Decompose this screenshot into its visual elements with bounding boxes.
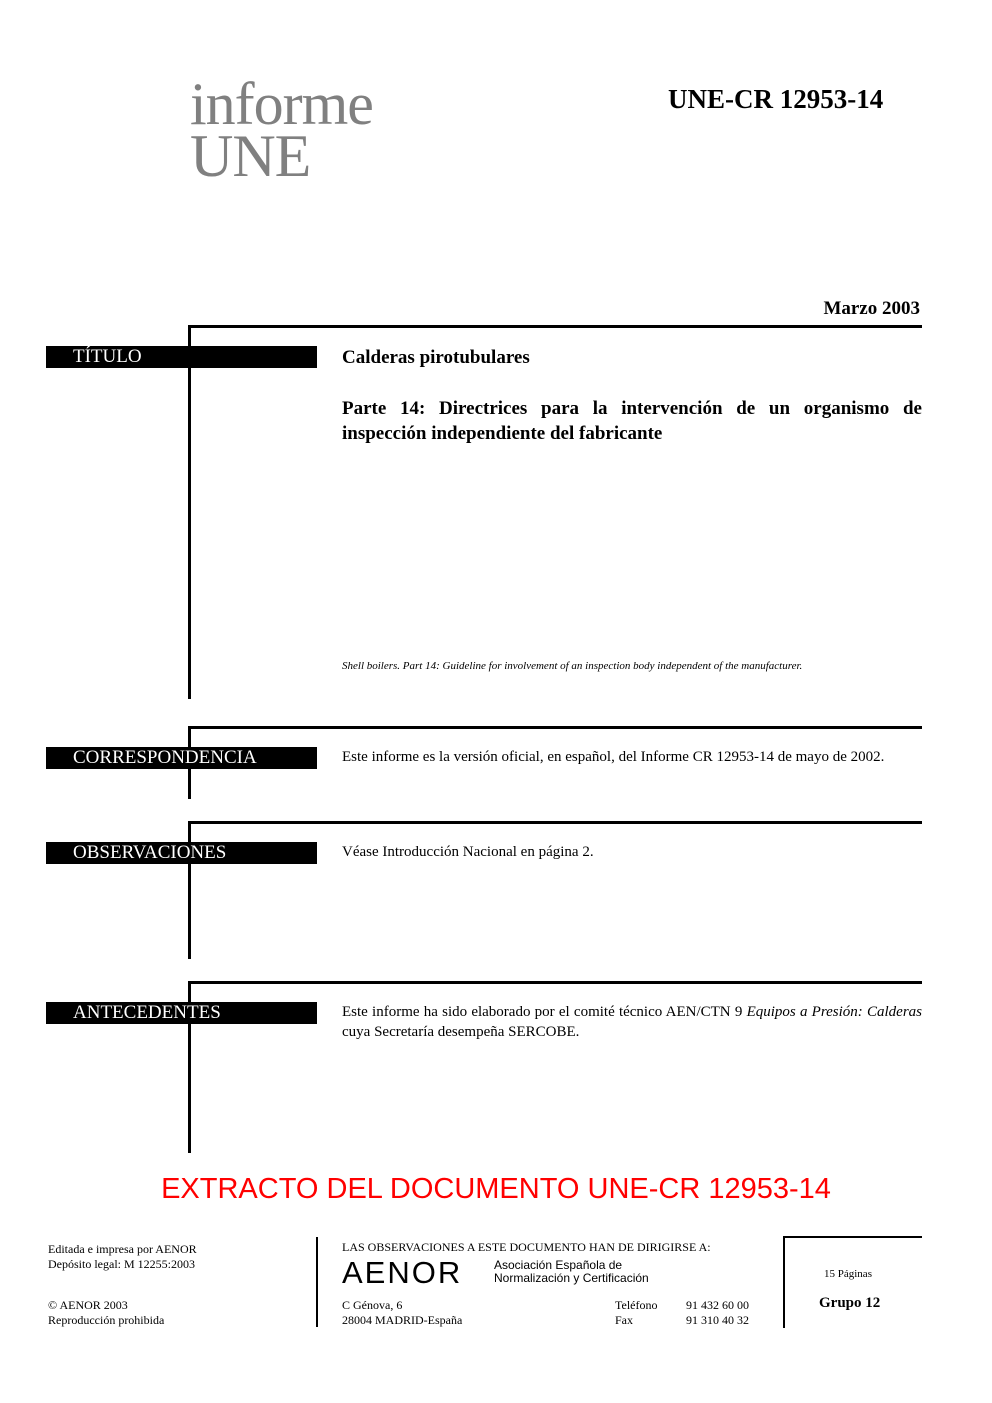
document-subtitle: Parte 14: Directrices para la intervención de un organismo de inspección independiente del fabricante	[342, 398, 922, 444]
legal-deposit: Depósito legal: M 12255:2003	[48, 1257, 195, 1271]
antecedentes-text-end: cuya Secretaría desempeña SERCOBE.	[342, 1024, 580, 1040]
observaciones-text: Véase Introducción Nacional en página 2.	[342, 844, 594, 860]
correspondencia-text: Este informe es la versión oficial, en español, del Informe CR 12953-14 de mayo de 2002.	[342, 749, 885, 765]
section-label-observaciones: OBSERVACIONES	[46, 842, 317, 864]
document-title: Calderas pirotubulares	[342, 347, 530, 368]
aenor-address	[342, 1298, 462, 1328]
aenor-name-line-1: Asociación Española de	[494, 1258, 623, 1272]
contact-labels	[615, 1298, 657, 1328]
extract-notice: EXTRACTO DEL DOCUMENTO UNE-CR 12953-14	[161, 1173, 831, 1205]
copyright: © AENOR 2003	[48, 1298, 128, 1312]
aenor-name-line-2: Normalización y Certificación	[494, 1271, 649, 1285]
price-group: Grupo 12	[819, 1295, 881, 1311]
reproduction-notice: Reproducción prohibida	[48, 1313, 165, 1327]
info-box-left-border	[783, 1236, 785, 1328]
aenor-logo: AENOR	[342, 1255, 463, 1290]
section-divider	[188, 726, 922, 729]
section-divider	[188, 325, 922, 328]
section-label-antecedentes: ANTECEDENTES	[46, 1002, 317, 1024]
section-bar	[188, 325, 191, 699]
page-count: 15 Páginas	[824, 1268, 872, 1280]
fax-value: 91 310 40 32	[686, 1313, 749, 1327]
phone-value: 91 432 60 00	[686, 1298, 749, 1312]
copyright-info	[48, 1298, 164, 1328]
footer-divider	[316, 1237, 318, 1327]
observations-notice: LAS OBSERVACIONES A ESTE DOCUMENTO HAN DE DIRIGIRSE A:	[342, 1240, 711, 1254]
address-street: C Génova, 6	[342, 1298, 403, 1312]
section-label-titulo: TÍTULO	[46, 346, 317, 368]
edited-by: Editada e impresa por AENOR	[48, 1242, 197, 1256]
logo-line-1: informe	[190, 71, 373, 137]
antecedentes-committee-name: Equipos a Presión: Calderas	[746, 1004, 922, 1020]
publication-date: Marzo 2003	[823, 298, 920, 319]
info-box-top-border	[783, 1236, 922, 1238]
address-city: 28004 MADRID-España	[342, 1313, 463, 1327]
informe-une-logo	[190, 71, 373, 189]
phone-label: Teléfono	[615, 1298, 658, 1312]
english-title: Shell boilers. Part 14: Guideline for involvement of an inspection body independent of the manufacturer.	[342, 660, 803, 672]
logo-line-2: UNE	[190, 123, 311, 189]
section-divider	[188, 821, 922, 824]
aenor-full-name	[494, 1259, 649, 1285]
section-divider	[188, 981, 922, 984]
contact-values	[686, 1298, 749, 1328]
antecedentes-text-start: Este informe ha sido elaborado por el comité técnico AEN/CTN 9	[342, 1004, 747, 1020]
publisher-info	[48, 1242, 197, 1272]
antecedentes-text	[342, 1002, 922, 1042]
fax-label: Fax	[615, 1313, 633, 1327]
document-number: UNE-CR 12953-14	[668, 84, 884, 114]
section-label-correspondencia: CORRESPONDENCIA	[46, 747, 317, 769]
